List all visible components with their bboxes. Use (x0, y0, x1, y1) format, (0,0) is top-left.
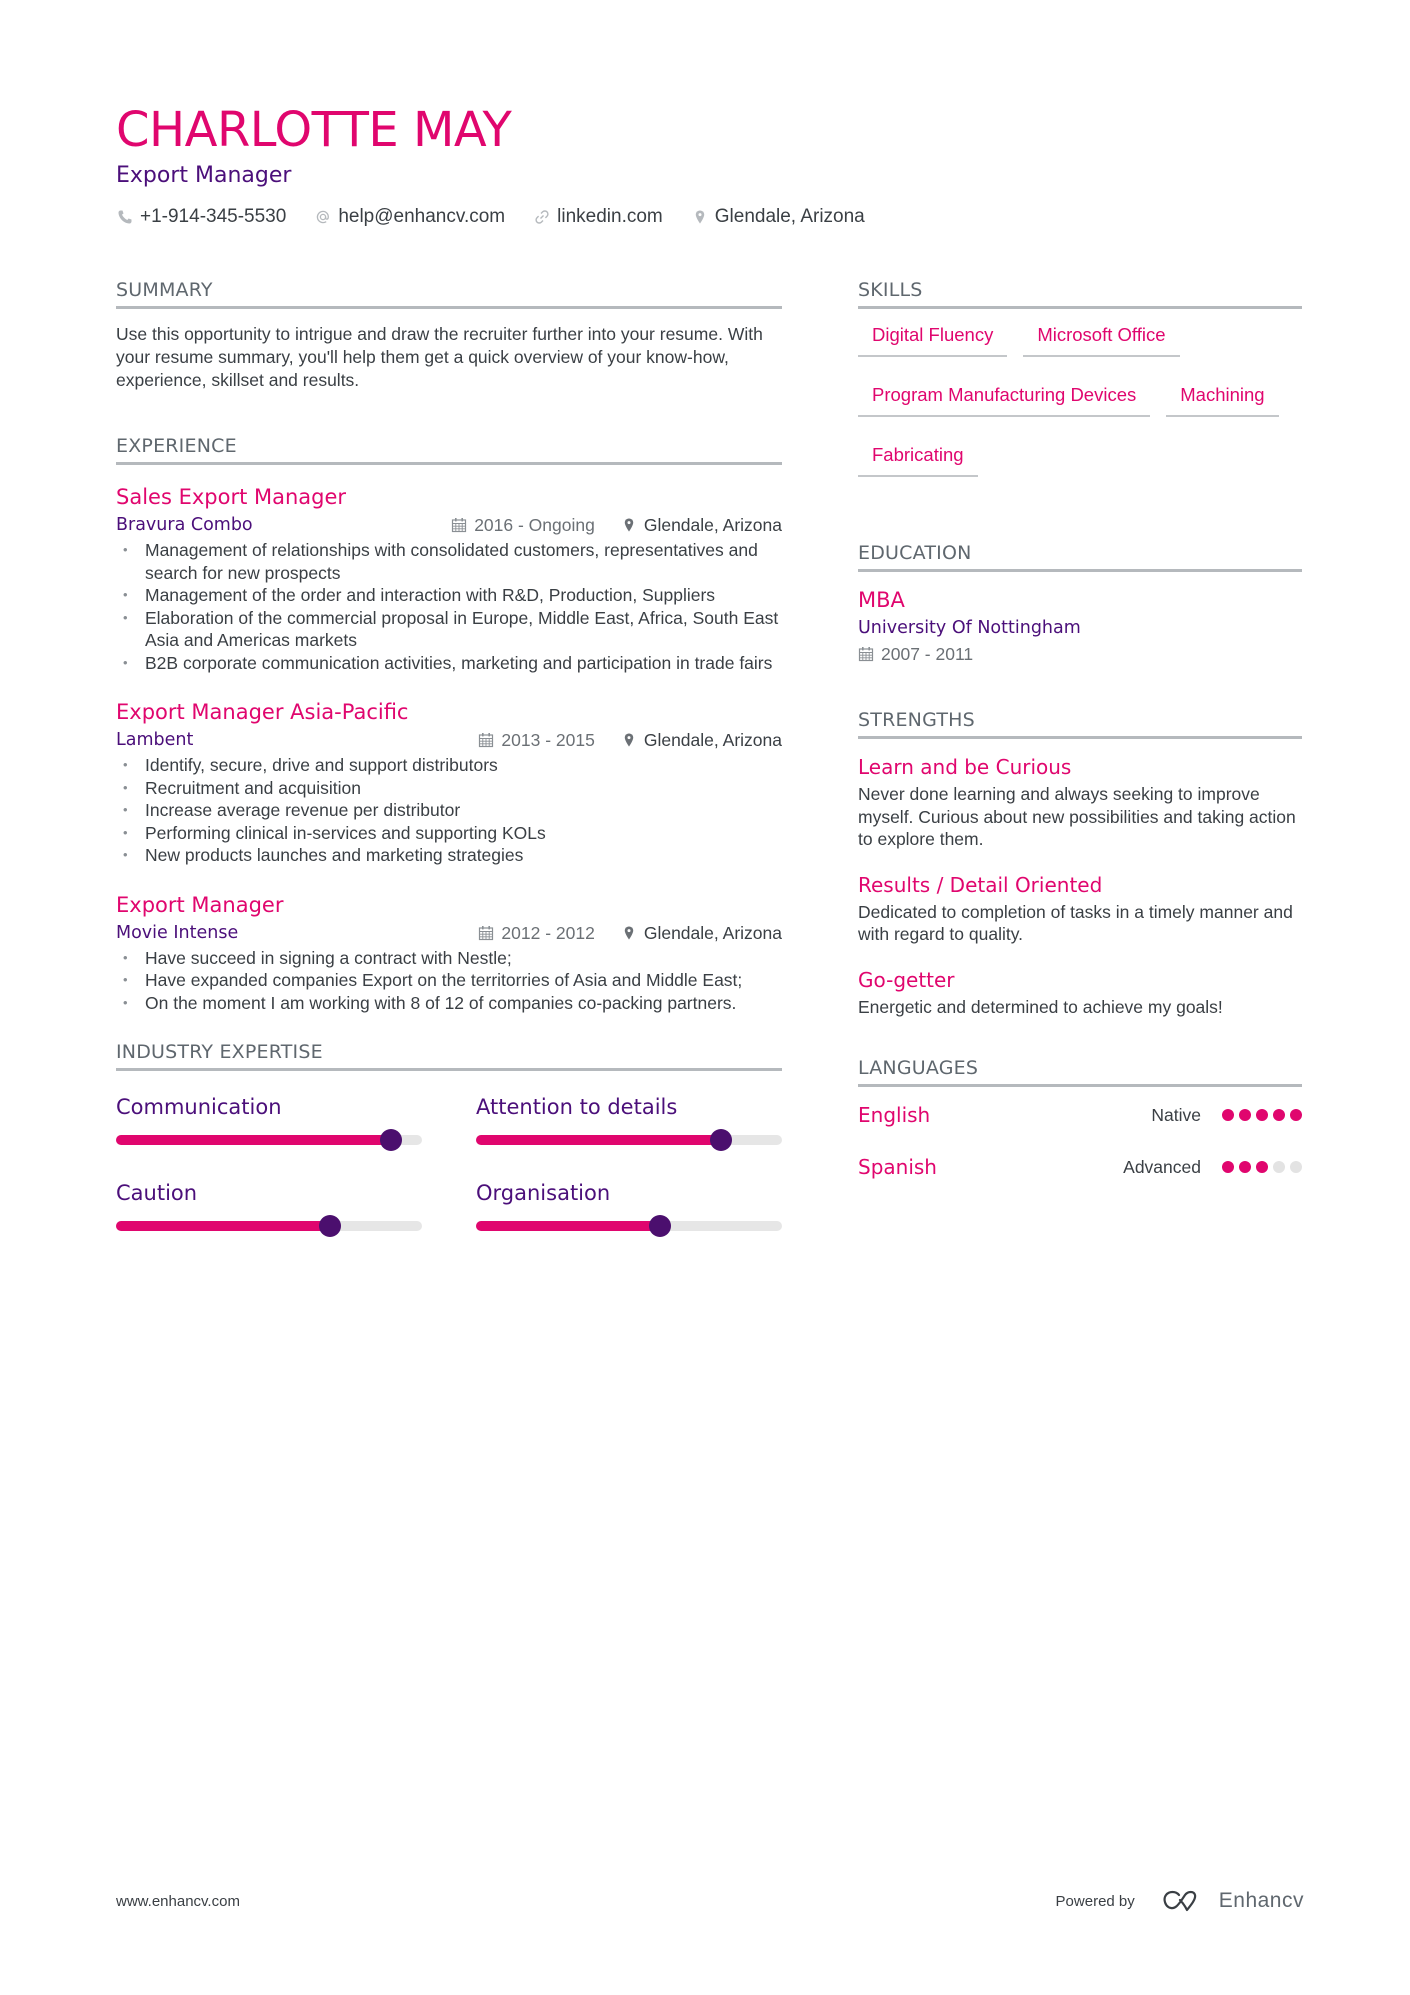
strengths-section (858, 708, 1302, 1018)
location-pin-icon (691, 208, 709, 226)
strength-item (858, 966, 1302, 1019)
job-bullets (116, 754, 782, 867)
candidate-role: Export Manager (116, 163, 292, 188)
experience-heading: EXPERIENCE (116, 434, 782, 465)
job-location (621, 513, 782, 537)
expertise-label: Caution (116, 1181, 198, 1205)
slider-knob (319, 1215, 341, 1237)
rating-dot-filled (1239, 1109, 1251, 1121)
language-rating-dots (1217, 1161, 1302, 1173)
industry-expertise-heading: INDUSTRY EXPERTISE (116, 1040, 782, 1071)
languages-section (858, 1056, 1302, 1193)
expertise-item (476, 1093, 782, 1145)
job-bullet: • Identify, secure, drive and support distributors (116, 754, 782, 777)
expertise-item (476, 1179, 782, 1231)
calendar-icon (478, 732, 494, 748)
skill-tag: Machining (1166, 383, 1278, 417)
strength-desc: Dedicated to completion of tasks in a timely manner and with regard to quality. (858, 901, 1293, 944)
job-bullets (116, 947, 782, 1015)
calendar-icon (451, 517, 467, 533)
job-dates-text: 2013 - 2015 (501, 730, 595, 750)
skills-section (858, 278, 1302, 503)
contact-linkedin-text: linkedin.com (557, 206, 663, 227)
contact-email-text: help@enhancv.com (338, 206, 506, 227)
job-title: Export Manager Asia-Pacific (116, 700, 409, 724)
contact-phone-text: +1-914-345-5530 (140, 206, 287, 227)
job-bullet: • New products launches and marketing strategies (116, 844, 782, 867)
contact-bar (116, 206, 1306, 228)
rating-dot-filled (1222, 1109, 1234, 1121)
contact-phone[interactable] (116, 206, 286, 228)
job-dates-text: 2016 - Ongoing (474, 515, 595, 535)
job-entry (116, 483, 782, 674)
at-icon (314, 208, 332, 226)
expertise-label: Attention to details (476, 1095, 678, 1119)
languages-heading: LANGUAGES (858, 1056, 1302, 1087)
strength-title: Results / Detail Oriented (858, 872, 1103, 897)
language-level: Native (1151, 1104, 1201, 1125)
job-bullet: • Management of the order and interaction with R&D, Production, Suppliers (116, 584, 782, 607)
resume-header (116, 100, 1306, 228)
slider-fill (476, 1135, 721, 1145)
job-bullet: • Recruitment and acquisition (116, 777, 782, 800)
job-company: Lambent (116, 730, 194, 750)
slider-fill (476, 1221, 660, 1231)
job-location-text: Glendale, Arizona (643, 515, 782, 535)
education-heading: EDUCATION (858, 541, 1302, 572)
rating-dot-filled (1239, 1161, 1251, 1173)
skill-tag: Microsoft Office (1023, 323, 1179, 357)
slider-fill (116, 1221, 330, 1231)
edu-dates (858, 642, 1302, 666)
job-location (621, 921, 782, 945)
calendar-icon (858, 646, 874, 662)
strengths-heading: STRENGTHS (858, 708, 1302, 739)
powered-by-label: Powered by (1055, 1892, 1135, 1910)
edu-dates-text: 2007 - 2011 (881, 644, 974, 664)
job-bullet: • Have succeed in signing a contract with Nestle; (116, 947, 782, 970)
language-name: Spanish (858, 1155, 937, 1179)
location-pin-icon (621, 732, 637, 748)
edu-degree: MBA (858, 588, 905, 612)
rating-dot-empty (1290, 1161, 1302, 1173)
language-name: English (858, 1103, 931, 1127)
expertise-slider (116, 1135, 422, 1145)
job-dates (478, 728, 594, 752)
skill-tag: Digital Fluency (858, 323, 1007, 357)
expertise-label: Organisation (476, 1181, 611, 1205)
job-bullet: • Have expanded companies Export on the territorries of Asia and Middle East; (116, 969, 782, 992)
slider-knob (649, 1215, 671, 1237)
job-bullets (116, 539, 782, 674)
location-pin-icon (621, 925, 637, 941)
job-entry (116, 891, 782, 1015)
skill-tag: Program Manufacturing Devices (858, 383, 1150, 417)
language-row (858, 1089, 1302, 1141)
education-section (858, 541, 1302, 666)
slider-knob (380, 1129, 402, 1151)
expertise-slider (476, 1221, 782, 1231)
slider-knob (710, 1129, 732, 1151)
contact-linkedin[interactable] (533, 206, 663, 228)
calendar-icon (478, 925, 494, 941)
summary-section (116, 278, 782, 392)
summary-heading: SUMMARY (116, 278, 782, 309)
job-location (621, 728, 782, 752)
edu-school: University Of Nottingham (858, 618, 1081, 638)
right-column (858, 278, 1302, 1235)
skill-tag: Fabricating (858, 443, 978, 477)
skills-heading: SKILLS (858, 278, 1302, 309)
rating-dot-filled (1256, 1109, 1268, 1121)
expertise-item (116, 1179, 422, 1231)
language-level: Advanced (1123, 1156, 1201, 1177)
rating-dot-filled (1290, 1109, 1302, 1121)
job-dates-text: 2012 - 2012 (501, 922, 595, 943)
summary-text: Use this opportunity to intrigue and draw the recruiter further into your resume. With your resume summary, you'll help them get a quick overview of your know-how, experience, skillset and results. (116, 324, 763, 390)
rating-dot-filled (1256, 1161, 1268, 1173)
powered-by (1056, 1888, 1304, 1914)
job-entry (116, 698, 782, 867)
job-location-text: Glendale, Arizona (643, 730, 782, 750)
strength-item (858, 871, 1302, 946)
contact-location-text: Glendale, Arizona (714, 206, 865, 227)
rating-dot-filled (1273, 1109, 1285, 1121)
rating-dot-empty (1273, 1161, 1285, 1173)
job-bullet: • Increase average revenue per distributor (116, 799, 782, 822)
language-rating-dots (1217, 1109, 1302, 1121)
footer-url-link[interactable]: www.enhancv.com (116, 1892, 240, 1910)
page-footer (116, 1888, 1304, 1914)
skills-list (858, 309, 1302, 503)
experience-section (116, 434, 782, 1014)
job-bullet: • On the moment I am working with 8 of 12 of companies co-packing partners. (116, 992, 782, 1015)
expertise-item (116, 1093, 422, 1145)
industry-expertise-section (116, 1040, 782, 1231)
job-title: Export Manager (116, 892, 284, 917)
link-icon (533, 208, 551, 226)
slider-fill (116, 1135, 391, 1145)
expertise-label: Communication (116, 1095, 282, 1119)
job-bullet: • B2B corporate communication activities, marketing and participation in trade fairs (116, 652, 782, 675)
location-pin-icon (621, 517, 637, 533)
job-bullet: • Elaboration of the commercial proposal in Europe, Middle East, Africa, South East Asia and Americas markets (116, 607, 782, 652)
brand-name: Enhancv (1218, 1889, 1304, 1912)
job-dates (451, 513, 595, 537)
job-company: Movie Intense (116, 922, 239, 943)
enhancv-logo-icon (1161, 1888, 1207, 1914)
strength-title: Learn and be Curious (858, 755, 1072, 779)
strength-title: Go-getter (858, 967, 955, 992)
job-bullet: • Performing clinical in-services and supporting KOLs (116, 822, 782, 845)
job-bullet: • Management of relationships with consolidated customers, representatives and search for new prospects (116, 539, 782, 584)
strength-desc: Energetic and determined to achieve my goals! (858, 996, 1223, 1017)
phone-icon (116, 208, 134, 226)
job-location-text: Glendale, Arizona (643, 922, 782, 943)
strength-item (858, 753, 1302, 851)
job-dates (478, 921, 594, 945)
job-company: Bravura Combo (116, 515, 253, 535)
expertise-slider (476, 1135, 782, 1145)
job-title: Sales Export Manager (116, 485, 347, 509)
rating-dot-filled (1222, 1161, 1234, 1173)
strength-desc: Never done learning and always seeking to improve myself. Curious about new possibilities and taking action to explore them. (858, 784, 1296, 849)
contact-email[interactable] (314, 206, 505, 228)
candidate-name: CHARLOTTE MAY (116, 102, 512, 158)
left-column (116, 278, 782, 1273)
language-row (858, 1141, 1302, 1193)
expertise-slider (116, 1221, 422, 1231)
contact-location (691, 206, 865, 228)
